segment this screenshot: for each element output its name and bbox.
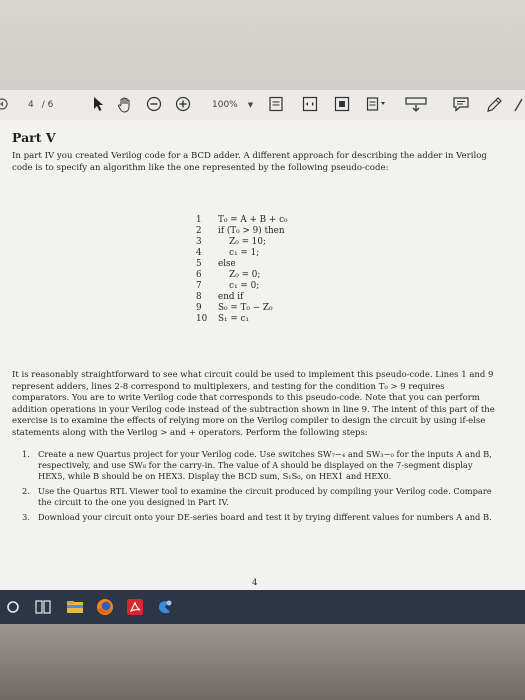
code-line-text: else: [218, 259, 236, 269]
code-line-text: T₀ = A + B + c₀: [218, 215, 288, 225]
step-text: Create a new Quartus project for your Verilog code. Use switches SW₇−₄ and SW₃−₀ for the inputs A and B, respectively, and use SW₈ for the carry-in. The value of A should be displayed on the 7-segment display HEX5, while B should be on HEX3. Display the BCD sum, S₁S₀, on HEX1 and HEX0.: [38, 449, 492, 481]
code-line-number: 8: [196, 292, 202, 302]
step-item: [22, 512, 498, 523]
pdf-page: [0, 120, 525, 590]
code-line: [196, 215, 288, 226]
firefox-icon[interactable]: [96, 598, 114, 616]
code-line-text: S₁ = c₁: [218, 314, 249, 324]
code-line: [196, 226, 288, 237]
step-item: [22, 486, 498, 508]
code-line-text: S₀ = T₀ − Z₀: [218, 303, 273, 313]
code-line: [196, 281, 288, 292]
hand-tool-icon[interactable]: [116, 96, 134, 114]
code-line: [196, 270, 288, 281]
chevron-down-icon: ▼: [247, 101, 254, 109]
pseudo-code-block: [196, 215, 288, 325]
desk-surface: [0, 624, 525, 700]
code-line-number: 1: [196, 215, 202, 225]
prev-page-icon[interactable]: [0, 98, 8, 110]
zoom-level-dropdown[interactable]: [212, 100, 253, 110]
intro-paragraph: In part IV you created Verilog code for a BCD adder. A different approach for describing the adder in Verilog code is to specify an algorithm like the one represented by the following pseudo-code:: [12, 151, 487, 173]
fullscreen-icon[interactable]: [334, 96, 350, 112]
code-line-text: c₁ = 0;: [218, 281, 260, 291]
page-number: 4: [252, 578, 258, 588]
code-line-number: 5: [196, 259, 202, 269]
pdf-toolbar: [0, 90, 525, 121]
code-line-text: end if: [218, 292, 244, 302]
zoom-value: 100%: [212, 100, 238, 110]
more-icon[interactable]: [512, 97, 524, 113]
code-line-text: if (T₀ > 9) then: [218, 226, 285, 236]
annotate-icon[interactable]: [366, 96, 388, 112]
file-explorer-icon[interactable]: [66, 598, 84, 616]
background-surface: [0, 0, 525, 90]
code-line: [196, 248, 288, 259]
steps-list: [22, 449, 498, 527]
snip-tool-icon[interactable]: [156, 598, 174, 616]
page-total: / 6: [41, 100, 54, 110]
code-line-number: 7: [196, 281, 202, 291]
code-line-number: 6: [196, 270, 202, 280]
page-indicator[interactable]: [28, 100, 53, 110]
acrobat-icon[interactable]: [126, 598, 144, 616]
code-line-text: Z₀ = 0;: [218, 270, 261, 280]
step-text: Download your circuit onto your DE-series board and test it by trying different values for numbers A and B.: [38, 512, 492, 522]
code-line-number: 2: [196, 226, 202, 236]
code-line-number: 10: [196, 314, 208, 324]
task-view-icon[interactable]: [34, 598, 52, 616]
step-text: Use the Quartus RTL Viewer tool to examine the circuit produced by compiling your Verilog code. Compare the circuit to the one you designed in Part IV.: [38, 486, 492, 507]
section-title: Part V: [12, 130, 56, 145]
page-current[interactable]: 4: [28, 100, 34, 110]
taskbar: [0, 590, 525, 624]
pen-icon[interactable]: [485, 96, 503, 114]
zoom-in-icon[interactable]: [175, 96, 191, 112]
code-line-number: 3: [196, 237, 202, 247]
code-line: [196, 259, 288, 270]
code-line: [196, 314, 288, 325]
code-line-text: Z₀ = 10;: [218, 237, 266, 247]
select-arrow-icon[interactable]: [92, 96, 106, 112]
highlight-tool-icon[interactable]: [404, 96, 428, 112]
comment-icon[interactable]: [452, 96, 470, 112]
code-line: [196, 237, 288, 248]
step-item: [22, 449, 498, 482]
fit-width-icon[interactable]: [302, 96, 318, 112]
body-paragraph: It is reasonably straightforward to see what circuit could be used to implement this pseudo-code. Lines 1 and 9 represent adders, lines 2-8 correspond to multiplexers, and testing for the condition T₀ > 9 requires comparators. You are to write Verilog code that corresponds to this pseudo-code. Note that you can perform addition operations in your Verilog code instead of the subtraction shown in line 9. The intent of this part of the exercise is to examine the effects of relying more on the Verilog compiler to design the circuit by using if-else statements along with the Verilog > and + operators. Perform the following steps:: [12, 370, 495, 438]
step-number: 1.: [22, 449, 30, 459]
zoom-out-icon[interactable]: [146, 96, 162, 112]
code-line-number: 9: [196, 303, 202, 313]
step-number: 2.: [22, 486, 30, 496]
code-line-number: 4: [196, 248, 202, 258]
code-line: [196, 292, 288, 303]
step-number: 3.: [22, 512, 30, 522]
code-line: [196, 303, 288, 314]
code-line-text: c₁ = 1;: [218, 248, 260, 258]
fit-page-icon[interactable]: [268, 96, 284, 112]
search-circle-icon[interactable]: [4, 598, 22, 616]
